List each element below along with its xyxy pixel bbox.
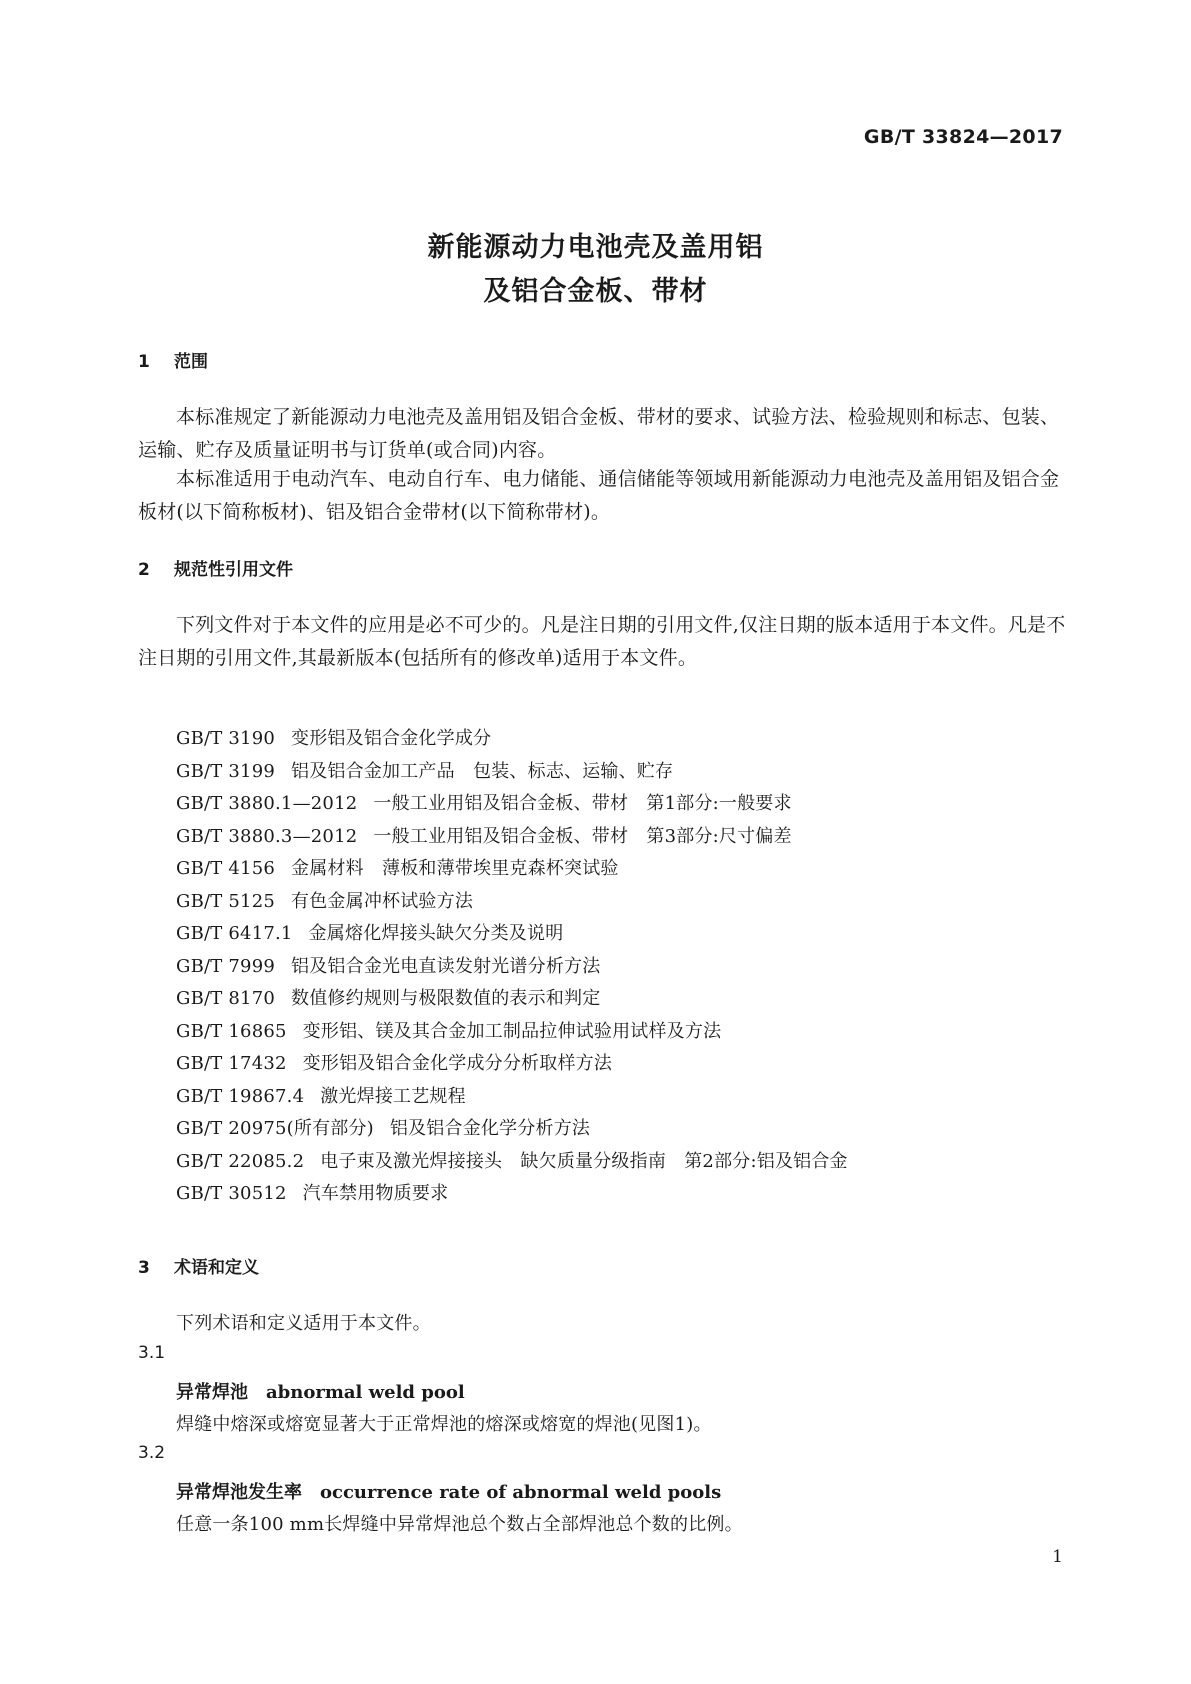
reference-title: 金属材料 薄板和薄带埃里克森杯突试验 <box>291 858 619 879</box>
section-2-heading <box>138 555 293 580</box>
reference-title: 数值修约规则与极限数值的表示和判定 <box>291 988 601 1009</box>
reference-item <box>176 756 848 789</box>
title-line-2: 及铝合金板、带材 <box>483 276 708 307</box>
normative-references-list <box>176 723 848 1211</box>
section-1-paragraph-2: 本标准适用于电动汽车、电动自行车、电力储能、通信储能等领域用新能源动力电池壳及盖用铝及铝合金板材(以下简称板材)、铝及铝合金带材(以下简称带材)。 <box>138 468 1060 523</box>
reference-code: GB/T 22085.2 <box>176 1150 305 1172</box>
reference-item <box>176 1178 848 1211</box>
reference-title: 有色金属冲杯试验方法 <box>291 890 474 912</box>
reference-item <box>176 788 848 821</box>
reference-title: 汽车禁用物质要求 <box>302 1183 449 1204</box>
reference-code: GB/T 3880.1—2012 <box>176 793 358 814</box>
reference-title: 铝及铝合金加工产品 包装、标志、运输、贮存 <box>291 760 674 782</box>
reference-title: 变形铝及铝合金化学成分分析取样方法 <box>302 1053 613 1074</box>
reference-item <box>176 983 848 1016</box>
term-name-en: occurrence rate of abnormal weld pools <box>320 1482 722 1503</box>
reference-title: 铝及铝合金光电直读发射光谱分析方法 <box>291 955 601 977</box>
reference-item <box>176 1146 848 1179</box>
reference-code: GB/T 4156 <box>176 858 276 879</box>
term-name-zh: 异常焊池 <box>176 1382 248 1403</box>
reference-code: GB/T 7999 <box>176 955 276 977</box>
page-number: 1 <box>1052 1547 1063 1567</box>
reference-code: GB/T 19867.4 <box>176 1085 305 1107</box>
reference-title: 铝及铝合金化学分析方法 <box>389 1118 591 1139</box>
section-3-heading <box>138 1253 259 1278</box>
reference-code: GB/T 6417.1 <box>176 923 293 944</box>
reference-code: GB/T 30512 <box>176 1183 287 1204</box>
reference-code: GB/T 16865 <box>176 1020 287 1042</box>
reference-item <box>176 723 848 756</box>
section-1-paragraph-1: 本标准规定了新能源动力电池壳及盖用铝及铝合金板、带材的要求、试验方法、检验规则和标志、包装、运输、贮存及质量证明书与订货单(或合同)内容。 <box>138 406 1060 461</box>
section-title: 规范性引用文件 <box>174 560 293 580</box>
reference-title: 电子束及激光焊接接头 缺欠质量分级指南 第2部分:铝及铝合金 <box>320 1150 848 1172</box>
reference-title: 变形铝、镁及其合金加工制品拉伸试验用试样及方法 <box>302 1020 722 1042</box>
reference-title: 激光焊接工艺规程 <box>320 1085 466 1107</box>
reference-title: 一般工业用铝及铝合金板、带材 第3部分:尺寸偏差 <box>373 825 792 847</box>
reference-item <box>176 886 848 919</box>
term-name-en: abnormal weld pool <box>266 1382 465 1403</box>
term-name-zh: 异常焊池发生率 <box>176 1482 302 1503</box>
reference-code: GB/T 20975(所有部分) <box>176 1118 374 1139</box>
reference-item <box>176 918 848 951</box>
section-1-heading <box>138 347 208 372</box>
reference-item <box>176 1113 848 1146</box>
reference-code: GB/T 3199 <box>176 760 276 782</box>
section-title: 范围 <box>174 352 208 372</box>
reference-code: GB/T 3880.3—2012 <box>176 825 358 847</box>
section-3-intro: 下列术语和定义适用于本文件。 <box>176 1313 431 1334</box>
reference-code: GB/T 3190 <box>176 728 276 749</box>
reference-code: GB/T 5125 <box>176 890 276 912</box>
section-2-paragraph-1: 下列文件对于本文件的应用是必不可少的。凡是注日期的引用文件,仅注日期的版本适用于本文件。凡是不注日期的引用文件,其最新版本(包括所有的修改单)适用于本文件。 <box>138 614 1066 669</box>
reference-title: 一般工业用铝及铝合金板、带材 第1部分:一般要求 <box>373 793 792 814</box>
term-name <box>176 1478 721 1504</box>
reference-item <box>176 1081 848 1114</box>
reference-item <box>176 951 848 984</box>
section-title: 术语和定义 <box>174 1258 259 1278</box>
document-title <box>0 226 1191 314</box>
reference-item <box>176 821 848 854</box>
section-number: 2 <box>138 560 150 580</box>
term-number: 3.2 <box>138 1443 166 1463</box>
term-definition: 任意一条100 mm长焊缝中异常焊池总个数占全部焊池总个数的比例。 <box>176 1514 743 1535</box>
reference-title: 变形铝及铝合金化学成分 <box>291 728 492 749</box>
reference-code: GB/T 17432 <box>176 1053 287 1074</box>
term-definition: 焊缝中熔深或熔宽显著大于正常焊池的熔深或熔宽的焊池(见图1)。 <box>176 1414 712 1435</box>
term-number: 3.1 <box>138 1343 166 1363</box>
section-number: 3 <box>138 1258 150 1278</box>
title-line-1: 新能源动力电池壳及盖用铝 <box>427 232 764 263</box>
section-number: 1 <box>138 352 150 372</box>
reference-item <box>176 1048 848 1081</box>
standard-number: GB/T 33824—2017 <box>863 126 1063 148</box>
reference-item <box>176 853 848 886</box>
term-name <box>176 1378 465 1404</box>
reference-item <box>176 1016 848 1049</box>
reference-title: 金属熔化焊接头缺欠分类及说明 <box>308 923 564 944</box>
reference-code: GB/T 8170 <box>176 988 276 1009</box>
